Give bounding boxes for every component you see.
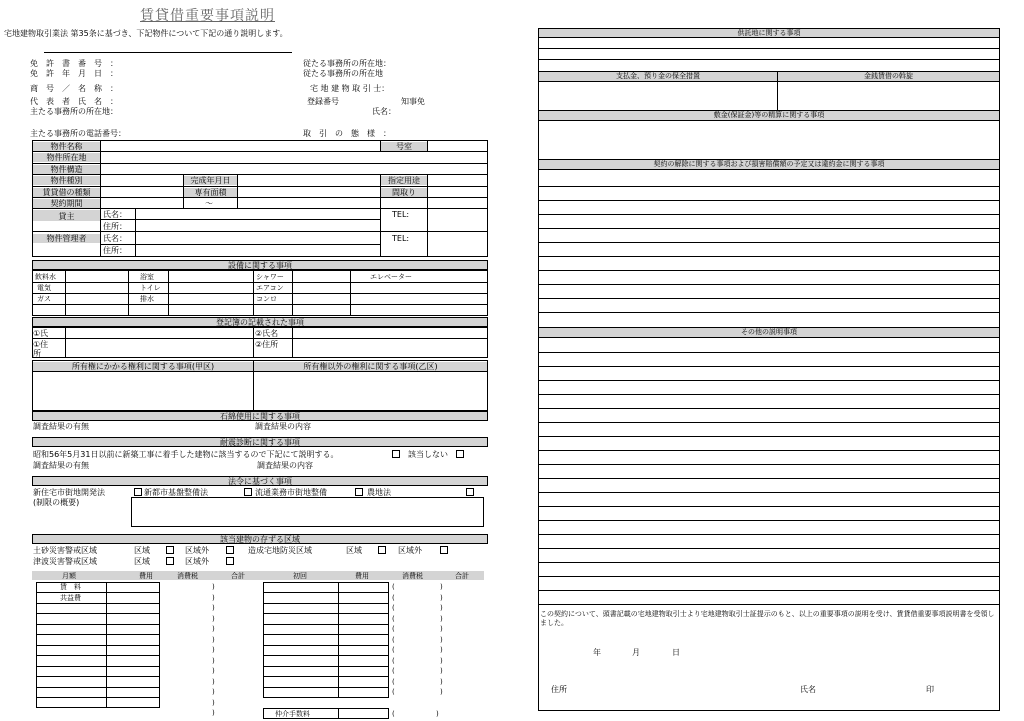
tsunami-inside-checkbox[interactable] — [166, 557, 174, 565]
tax-paren-open: ( — [392, 678, 395, 686]
governor-label: 知事免 — [401, 97, 425, 106]
stove-label: コンロ — [256, 295, 277, 303]
tax-paren-open: ( — [392, 710, 395, 718]
seismic-statement: 昭和56年5月31日以前に新築工事に着手した建物に該当するので下記にて説明する。 — [33, 450, 339, 459]
gas-label: ガス — [37, 295, 51, 303]
seismic-survey-label: 調査結果の有無 — [33, 461, 89, 470]
landslide-outside-checkbox[interactable] — [226, 546, 234, 554]
developed-zone-label: 造成宅地防災区域 — [248, 546, 312, 555]
tax-paren: ) — [212, 583, 215, 591]
landslide-inside-label: 区域 — [134, 546, 150, 555]
tax-paren-close: ) — [440, 636, 443, 644]
day-label: 日 — [672, 648, 680, 657]
row-line — [36, 697, 160, 698]
developed-inside-checkbox[interactable] — [378, 546, 386, 554]
shower-label: シャワー — [256, 273, 284, 281]
tax-paren-close: ) — [440, 583, 443, 591]
seismic-content-label: 調査結果の内容 — [257, 461, 313, 470]
row-line — [32, 282, 488, 283]
tax-paren: ) — [212, 667, 215, 675]
right-page — [538, 28, 1000, 711]
col-line — [777, 82, 778, 110]
elevator-label: エレベーター — [370, 273, 412, 281]
row-line — [538, 352, 1000, 353]
kou-section-label: 所有権にかかる権利に関する事項(甲区) — [33, 362, 253, 371]
col-line — [292, 270, 293, 316]
tax-paren: ) — [212, 636, 215, 644]
row-line — [538, 59, 1000, 60]
col-line — [427, 140, 428, 151]
row-line — [263, 676, 389, 677]
facilities-header: 設備に関する事項 — [32, 260, 488, 270]
tax-paren-close: ) — [440, 594, 443, 602]
tax-paren-open: ( — [392, 657, 395, 665]
row-line — [32, 304, 488, 305]
col-line — [237, 174, 238, 208]
tax-paren-open: ( — [392, 625, 395, 633]
row-line — [538, 186, 1000, 187]
row-line — [538, 520, 1000, 521]
col-line — [128, 270, 129, 316]
seal-label: 印 — [926, 685, 934, 694]
col-line — [338, 582, 339, 698]
tax-paren-open: ( — [392, 646, 395, 654]
row-line — [538, 590, 1000, 591]
area-label: 専有面積 — [184, 188, 237, 197]
row-line — [263, 634, 389, 635]
landslide-zone-label: 土砂災害警戒区域 — [33, 546, 97, 555]
row-line — [32, 293, 488, 294]
main-office-label: 主たる事務所の所在地： — [30, 107, 118, 116]
row-line — [32, 338, 488, 339]
seismic-applicable-checkbox[interactable] — [392, 450, 400, 458]
trade-name-label: 商 号 ／ 名 称 ： — [30, 84, 118, 93]
tax-paren-open: ( — [392, 667, 395, 675]
tax-paren-close: ) — [440, 678, 443, 686]
transaction-label: 取 引 の 態 様 ： — [303, 129, 391, 138]
row-line — [538, 312, 1000, 313]
law-1-checkbox[interactable] — [134, 488, 142, 496]
tax-paren-open: ( — [392, 688, 395, 696]
row-line — [538, 506, 1000, 507]
col-line — [135, 208, 136, 257]
monthly-header: 月額 — [62, 572, 76, 580]
row-line — [36, 645, 160, 646]
asbestos-header: 石綿使用に関する事項 — [32, 411, 488, 421]
row-line — [538, 478, 1000, 479]
row-line — [36, 634, 160, 635]
tax-paren: ) — [212, 678, 215, 686]
representative-label: 代 表 者 氏 名 ： — [30, 97, 118, 106]
agent-label: 宅 地 建 物 取 引 士： — [310, 84, 390, 93]
phone-label: 主たる事務所の電話番号： — [30, 129, 126, 138]
rent-label: 賃 料 — [60, 583, 81, 591]
owner-2-name-label: ②氏名 — [255, 329, 279, 338]
laws-header: 法令に基づく事項 — [32, 476, 488, 486]
col-line — [168, 270, 169, 316]
col-line — [427, 174, 428, 257]
designated-use-label: 指定用途 — [381, 176, 427, 185]
developed-outside-label: 区域外 — [398, 546, 422, 555]
developed-outside-checkbox[interactable] — [440, 546, 448, 554]
manager-address-label: 住所： — [103, 246, 127, 255]
bath-label: 浴室 — [140, 273, 154, 281]
row-line — [538, 604, 1000, 605]
intro-text: 宅地建物取引業法 第35条に基づき、下記物件について下記の通り説明します。 — [4, 29, 288, 38]
tsunami-outside-checkbox[interactable] — [226, 557, 234, 565]
seismic-header: 耐震診断に関する事項 — [32, 437, 488, 447]
property-name-label: 物件名称 — [33, 142, 100, 151]
landlord-address-label: 住所： — [103, 222, 127, 231]
tax-paren-close: ) — [440, 646, 443, 654]
deposit-settlement-header: 敷金(保証金)等の精算に関する事項 — [538, 110, 1000, 121]
row-line — [538, 228, 1000, 229]
law-4-label: 農地法 — [367, 488, 391, 497]
manager-name-label: 氏名： — [103, 234, 127, 243]
month-label: 月 — [632, 648, 640, 657]
tax-paren: ) — [212, 604, 215, 612]
initial-fee-grid — [263, 582, 389, 698]
row-line — [538, 270, 1000, 271]
row-line — [538, 380, 1000, 381]
tax-paren-close: ) — [440, 688, 443, 696]
tax-paren-close: ) — [440, 604, 443, 612]
tsunami-zone-label: 津波災害警戒区域 — [33, 557, 97, 566]
deposit-protection-header: 支払金、預り金の保全措置 — [538, 71, 778, 82]
aircon-label: エアコン — [256, 284, 284, 292]
tax-paren: ) — [212, 699, 215, 707]
tsunami-inside-label: 区域 — [134, 557, 150, 566]
tax-paren-close: ) — [440, 657, 443, 665]
row-line — [538, 298, 1000, 299]
row-line — [538, 408, 1000, 409]
brokerage-label: 仲介手数料 — [275, 710, 310, 718]
tax-paren-close: ) — [440, 667, 443, 675]
supply-header: 供託地に関する事項 — [538, 28, 1000, 38]
row-line — [538, 242, 1000, 243]
agent-name-label: 氏名： — [372, 107, 396, 116]
row-line — [36, 613, 160, 614]
tax-header-2: 消費税 — [402, 572, 423, 580]
seismic-not-applicable-label: 該当しない — [408, 450, 448, 459]
row-line — [538, 214, 1000, 215]
tax-paren-close: ) — [436, 710, 439, 718]
col-line — [100, 140, 101, 257]
loan-mediation-header: 金銭賃借の斡旋 — [777, 71, 1000, 82]
type-label: 物件種別 — [33, 176, 100, 185]
row-line — [36, 687, 160, 688]
built-date-label: 完成年月日 — [184, 176, 237, 185]
row-line — [263, 645, 389, 646]
cost-header-2: 費用 — [355, 572, 369, 580]
owner-1-name-label: ①氏 — [33, 329, 49, 338]
law-3-label: 流通業務市街地整備 — [255, 488, 327, 497]
col-line — [65, 270, 66, 316]
zones-header: 該当建物の存ずる区域 — [32, 534, 488, 544]
tax-paren: ) — [212, 688, 215, 696]
branch-office-1-label: 従たる事務所の所在地： — [303, 59, 391, 68]
room-label: 号室 — [381, 142, 427, 151]
law-3-checkbox[interactable] — [355, 488, 363, 496]
license-date-label: 免 許 年 月 日 ： — [30, 69, 118, 78]
row-line — [263, 687, 389, 688]
drain-label: 排水 — [140, 295, 154, 303]
row-line — [263, 613, 389, 614]
tax-paren: ) — [212, 625, 215, 633]
col-line — [292, 327, 293, 358]
row-line — [538, 464, 1000, 465]
row-line — [538, 200, 1000, 201]
row-line — [538, 256, 1000, 257]
row-line — [263, 592, 389, 593]
tax-paren: ) — [212, 594, 215, 602]
row-line — [538, 548, 1000, 549]
confirmation-text: この契約について、頭書記載の宅地建物取引士より宅地建物取引士証提示のもと、以上の重要事項の説明を受け、賃貸借重要事項説明書を受領しました。 — [540, 610, 995, 627]
term-tilde: ～ — [205, 199, 213, 208]
lease-type-label: 賃貸借の種類 — [33, 188, 100, 197]
row-line — [538, 450, 1000, 451]
row-line — [263, 655, 389, 656]
tax-paren-open: ( — [392, 636, 395, 644]
other-notes-header: その他の説明事項 — [538, 327, 1000, 338]
row-line — [32, 371, 488, 372]
tax-paren-open: ( — [392, 615, 395, 623]
developed-inside-label: 区域 — [346, 546, 362, 555]
landslide-inside-checkbox[interactable] — [166, 546, 174, 554]
tax-paren: ) — [212, 646, 215, 654]
col-line — [380, 174, 381, 257]
tax-paren-open: ( — [392, 583, 395, 591]
row-line — [263, 603, 389, 604]
signer-address-label: 住所 — [551, 685, 567, 694]
row-line — [538, 366, 1000, 367]
water-label: 飲料水 — [35, 273, 56, 281]
otsu-section-label: 所有権以外の権利に関する事項(乙区) — [254, 362, 487, 371]
col-line — [253, 327, 254, 358]
contract-term-label: 契約期間 — [33, 199, 100, 208]
tax-paren-open: ( — [392, 604, 395, 612]
row-line — [263, 624, 389, 625]
total-header: 合計 — [231, 572, 245, 580]
owner-1-address-label: ①住 — [33, 340, 49, 349]
tax-paren-close: ) — [440, 625, 443, 633]
initial-header: 初回 — [293, 572, 307, 580]
electric-label: 電気 — [37, 284, 51, 292]
landlord-label: 貸主 — [33, 210, 100, 221]
total-header-2: 合計 — [455, 572, 469, 580]
law-1-label: 新住宅市街地開発法 — [33, 488, 105, 497]
manager-label: 物件管理者 — [33, 234, 100, 243]
row-line — [538, 422, 1000, 423]
row-line — [538, 534, 1000, 535]
toilet-label: トイレ — [140, 284, 161, 292]
tax-paren: ) — [212, 657, 215, 665]
law-2-label: 新都市基盤整備法 — [144, 488, 208, 497]
row-line — [538, 436, 1000, 437]
asbestos-survey-label: 調査結果の有無 — [33, 422, 89, 431]
col-line — [338, 708, 339, 719]
landlord-tel-label: TEL: — [392, 210, 410, 219]
row-line — [36, 676, 160, 677]
col-line — [65, 327, 66, 358]
row-line — [538, 492, 1000, 493]
owner-2-address-label: ②住所 — [255, 340, 279, 349]
row-line — [538, 576, 1000, 577]
restriction-box[interactable] — [131, 497, 484, 527]
tax-paren: ) — [212, 615, 215, 623]
row-line — [36, 603, 160, 604]
signer-name-label: 氏名 — [800, 685, 816, 694]
row-line — [36, 624, 160, 625]
seismic-not-applicable-checkbox[interactable] — [456, 450, 464, 458]
tax-header: 消費税 — [177, 572, 198, 580]
common-fee-label: 共益費 — [60, 594, 81, 602]
registry-header: 登記簿の記載された事項 — [32, 317, 488, 327]
landslide-outside-label: 区域外 — [185, 546, 209, 555]
row-line — [36, 666, 160, 667]
row-line — [538, 48, 1000, 49]
row-line — [36, 655, 160, 656]
row-line — [263, 666, 389, 667]
branch-office-2-label: 従たる事務所の所在地 — [303, 69, 383, 78]
year-label: 年 — [593, 648, 601, 657]
row-line — [36, 592, 160, 593]
owner-1-address-label-b: 所 — [33, 349, 41, 358]
law-4-checkbox[interactable] — [466, 488, 474, 496]
tsunami-outside-label: 区域外 — [185, 557, 209, 566]
registration-number-label: 登録番号 — [307, 97, 339, 106]
landlord-name-label: 氏名： — [103, 210, 127, 219]
row-line — [538, 562, 1000, 563]
layout-label: 間取り — [381, 188, 427, 197]
tax-paren-close: ) — [440, 615, 443, 623]
law-2-checkbox[interactable] — [244, 488, 252, 496]
manager-tel-label: TEL: — [392, 234, 410, 243]
cancellation-header: 契約の解除に関する事項および損害賠償額の予定又は違約金に関する事項 — [538, 159, 1000, 170]
row-line — [538, 394, 1000, 395]
row-line — [100, 219, 380, 220]
row-line — [538, 284, 1000, 285]
structure-label: 物件構造 — [33, 165, 100, 174]
restriction-label: (制限の概要) — [33, 498, 80, 507]
tax-paren-open: ( — [392, 594, 395, 602]
tax-paren: ) — [212, 709, 215, 717]
location-label: 物件所在地 — [33, 153, 100, 162]
page-title: 賃貸借重要事項説明 — [140, 8, 275, 24]
cost-header: 費用 — [139, 572, 153, 580]
intro-underline — [44, 52, 292, 53]
row-line — [100, 244, 380, 245]
col-line — [253, 270, 254, 316]
asbestos-content-label: 調査結果の内容 — [255, 422, 311, 431]
license-number-label: 免 許 書 番 号 ： — [30, 59, 118, 68]
col-line — [350, 270, 351, 316]
